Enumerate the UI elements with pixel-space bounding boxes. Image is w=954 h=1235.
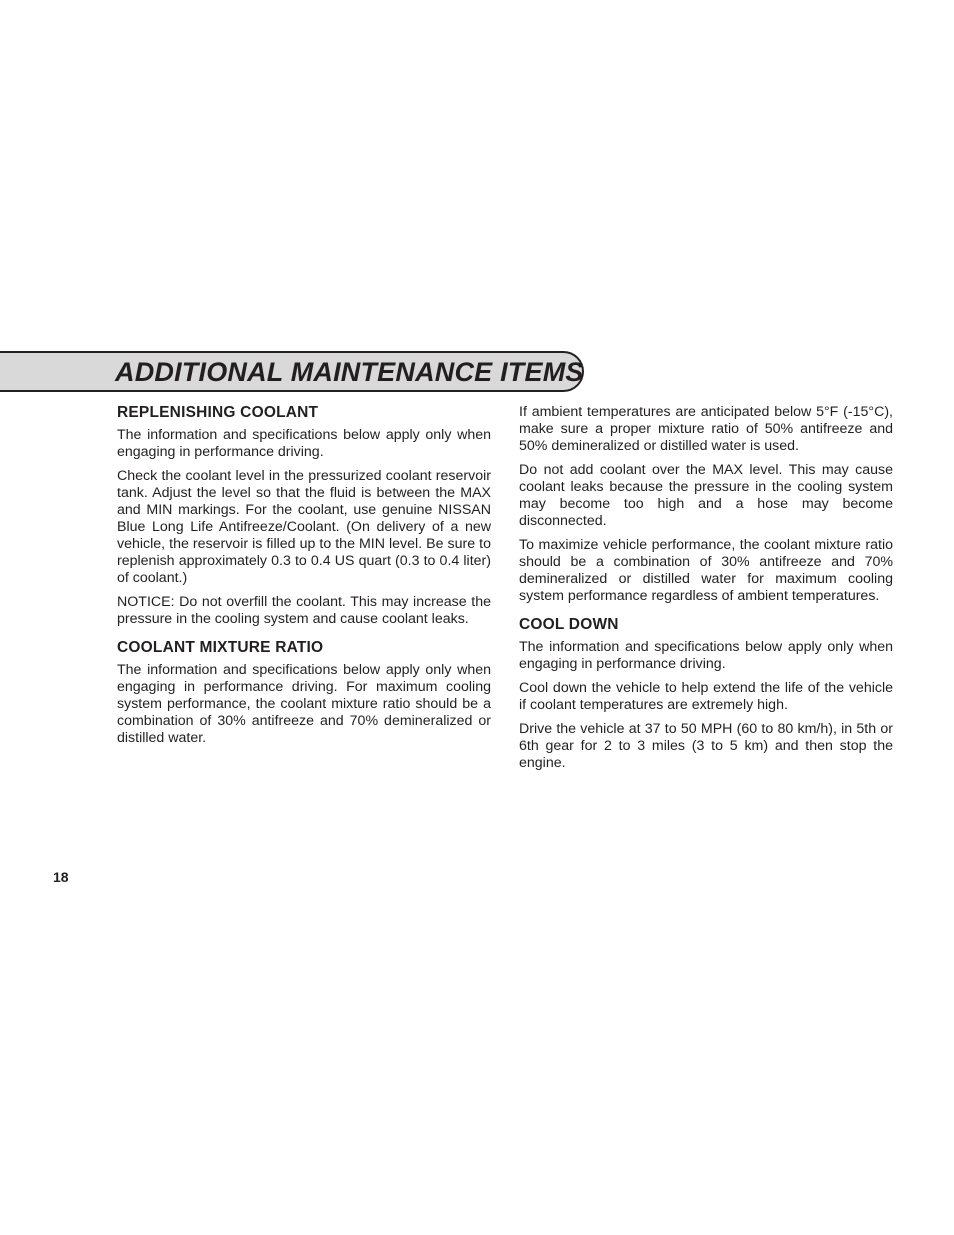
paragraph: Drive the vehicle at 37 to 50 MPH (60 to 80 km/h), in 5th or 6th gear for 2 to 3 miles (3 to 5 km) and then stop the engine. [519,721,893,771]
page-number: 18 [53,869,69,885]
paragraph: Do not add coolant over the MAX level. This may cause coolant leaks because the pressure in the cooling system may become too high and a hose may become disconnected. [519,462,893,529]
notice-paragraph: NOTICE: Do not overfill the coolant. This may increase the pressure in the cooling system and cause coolant leaks. [117,594,491,627]
right-column [519,404,893,779]
paragraph: To maximize vehicle performance, the coolant mixture ratio should be a combination of 30% antifreeze and 70% demineralized or distilled water for maximum cooling system performance regardless of ambient temperatures. [519,537,893,604]
cool-down-heading: COOL DOWN [519,616,619,633]
paragraph: The information and specifications below apply only when engaging in performance driving. [519,639,893,672]
paragraph: Cool down the vehicle to help extend the life of the vehicle if coolant temperatures are extremely high. [519,680,893,713]
coolant-mixture-ratio-heading: COOLANT MIXTURE RATIO [117,639,324,656]
paragraph: Check the coolant level in the pressurized coolant reservoir tank. Adjust the level so that the fluid is between the MAX and MIN markings. For the coolant, use genuine NISSAN Blue Long Life Antifreeze/Coolant. (On delivery of a new vehicle, the reservoir is filled up to the MIN level. Be sure to replenish approximately 0.3 to 0.4 US quart (0.3 to 0.4 liter) of coolant.) [117,468,491,586]
paragraph: The information and specifications below apply only when engaging in performance driving. For maximum cooling system performance, the coolant mixture ratio should be a combination of 30% antifreeze and 70% demineralized or distilled water. [117,662,491,746]
replenishing-coolant-heading: REPLENISHING COOLANT [117,404,319,421]
paragraph: The information and specifications below apply only when engaging in performance driving. [117,427,491,460]
paragraph: If ambient temperatures are anticipated below 5°F (-15°C), make sure a proper mixture ratio of 50% antifreeze and 50% demineralized or distilled water is used. [519,404,893,454]
left-column [117,404,491,754]
page-title: ADDITIONAL MAINTENANCE ITEMS [115,357,584,387]
